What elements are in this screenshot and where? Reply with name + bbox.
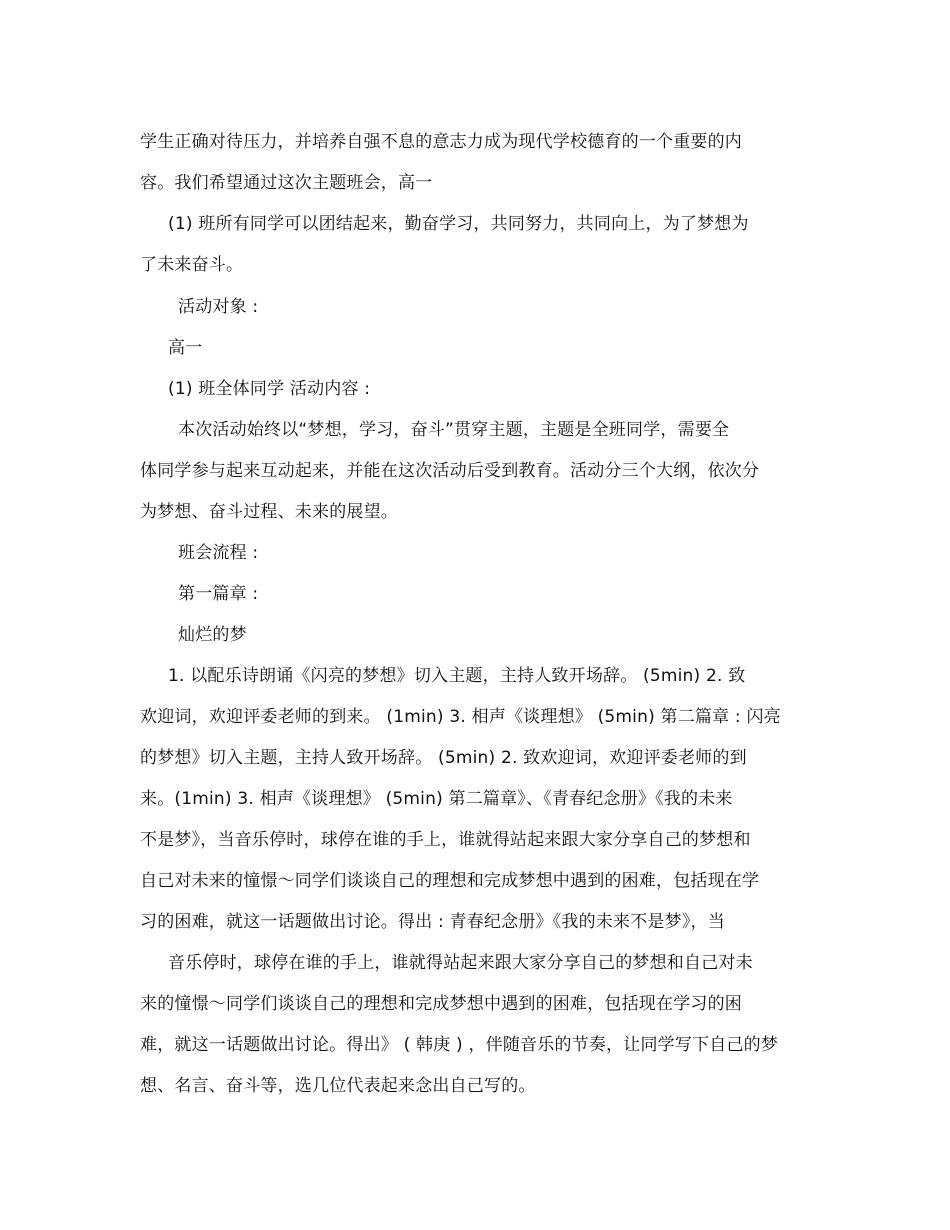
paragraph-line: 学生正确对待压力，并培养自强不息的意志力成为现代学校德育的一个重要的内 xyxy=(140,132,742,152)
section-label: 班会流程 : xyxy=(178,543,259,563)
section-label: 灿烂的梦 xyxy=(178,625,247,645)
paragraph-line: 1. 以配乐诗朗诵《闪亮的梦想》切入主题，主持人致开场辞。 (5min) 2. 致 xyxy=(168,666,746,686)
paragraph-line: 本次活动始终以“梦想，学习，奋斗”贯穿主题，主题是全班同学，需要全 xyxy=(178,420,730,440)
paragraph-line: 音乐停时，球停在谁的手上，谁就得站起来跟大家分享自己的梦想和自己对未 xyxy=(168,953,753,973)
paragraph-line: (1) 班全体同学 活动内容 : xyxy=(168,379,371,399)
paragraph-line: 自己对未来的憧憬～同学们谈谈自己的理想和完成梦想中遇到的困难，包括现在学 xyxy=(140,871,760,891)
paragraph-line: 欢迎词，欢迎评委老师的到来。 (1min) 3. 相声《谈理想》 (5min) 第二篇章 : 闪亮 xyxy=(140,707,781,727)
paragraph-line: 了未来奋斗。 xyxy=(140,255,244,275)
paragraph-line: 来的憧憬～同学们谈谈自己的理想和完成梦想中遇到的困难，包括现在学习的困 xyxy=(140,994,742,1014)
paragraph-line: 的梦想》切入主题，主持人致开场辞。 (5min) 2. 致欢迎词，欢迎评委老师的到 xyxy=(140,748,747,768)
section-label: 活动对象 : xyxy=(178,297,259,317)
paragraph-line: 习的困难，就这一话题做出讨论。得出 : 青春纪念册》《我的未来不是梦》，当 xyxy=(140,912,725,932)
paragraph-line: 来。(1min) 3. 相声《谈理想》 (5min) 第二篇章》、《青春纪念册》《我的未来 xyxy=(140,789,733,809)
section-label: 第一篇章 : xyxy=(178,584,259,604)
paragraph-line: (1) 班所有同学可以团结起来，勤奋学习，共同努力，共同向上，为了梦想为 xyxy=(168,214,749,234)
paragraph-line: 高一 xyxy=(168,338,203,358)
paragraph-line: 为梦想、奋斗过程、未来的展望。 xyxy=(140,502,398,522)
paragraph-line: 难，就这一话题做出讨论。得出》 ( 韩庚 ) ，伴随音乐的节奏，让同学写下自己的梦 xyxy=(140,1035,779,1055)
paragraph-line: 体同学参与起来互动起来，并能在这次活动后受到教育。活动分三个大纲，依次分 xyxy=(140,461,760,481)
paragraph-line: 不是梦》，当音乐停时，球停在谁的手上，谁就得站起来跟大家分享自己的梦想和 xyxy=(140,830,751,850)
paragraph-line: 想、名言、奋斗等，选几位代表起来念出自己写的。 xyxy=(140,1076,536,1096)
paragraph-line: 容。我们希望通过这次主题班会，高一 xyxy=(140,173,433,193)
